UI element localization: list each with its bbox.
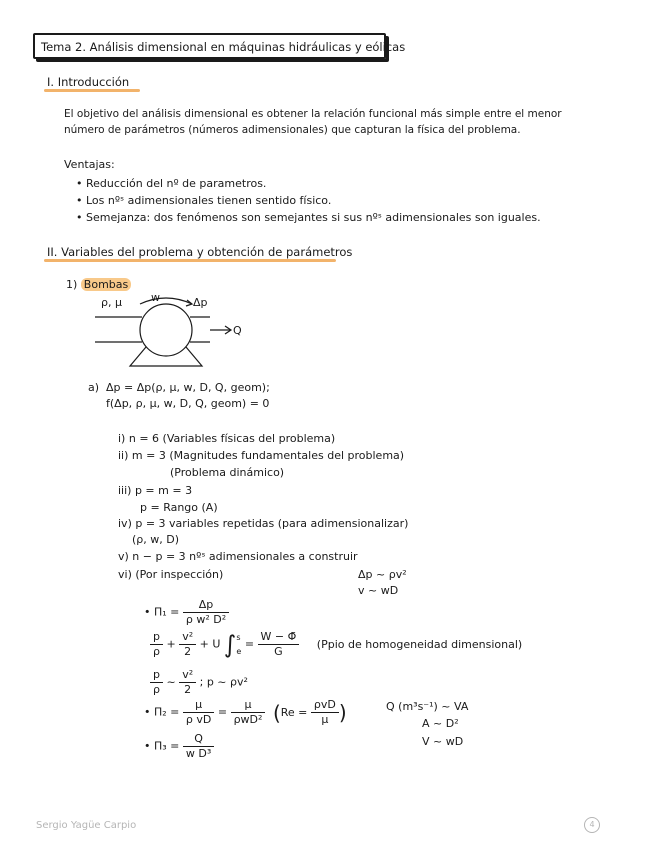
q-note: A ~ D² [422, 717, 459, 730]
q-note: Q (m³s⁻¹) ~ VA [386, 700, 469, 713]
fraction [179, 630, 196, 659]
diagram-pressure-label: Δp [193, 296, 208, 309]
integral-sign: ∫ [223, 630, 237, 659]
step-item: ii) m = 3 (Magnitudes fundamentales del problema) [118, 449, 405, 462]
diagram-inlet-label: ρ, μ [101, 296, 122, 309]
pi2-label: • Π₂ = [144, 705, 180, 719]
pi3-expression [144, 732, 214, 761]
denominator: G [274, 645, 283, 658]
subsection-number: 1) [66, 278, 78, 291]
denominator: 2 [184, 645, 192, 658]
footer-author: Sergio Yagüe Carpio [36, 820, 137, 831]
subsection-label: Bombas [81, 278, 131, 291]
title-box [33, 33, 406, 59]
pi2-expression [144, 698, 347, 727]
heading-underline [44, 259, 336, 262]
integral-lower: e [236, 646, 242, 656]
ventajas-label: Ventajas: [64, 158, 115, 171]
operator: = [244, 637, 255, 651]
fraction [150, 630, 163, 659]
reynolds-fraction [311, 698, 339, 727]
diagram-rotation-label: w [151, 291, 160, 304]
eq-a-line2: f(Δp, ρ, μ, w, D, Q, geom) = 0 [106, 397, 270, 410]
fraction [183, 698, 214, 727]
fraction [231, 698, 266, 727]
section-heading-introduccion: I. Introducción [47, 75, 130, 89]
page-number: 4 [584, 817, 600, 833]
numerator: Q [183, 732, 214, 747]
operator: + U [199, 637, 221, 651]
numerator: ρvD [311, 698, 339, 713]
integral-limits [236, 631, 241, 659]
energy-equation [150, 630, 522, 659]
intro-paragraph-line2: número de parámetros (números adimensionales) que capturan la física del problema. [64, 124, 521, 136]
pump-impeller [140, 304, 192, 356]
denominator: w D³ [185, 747, 212, 760]
ventaja-bullet: • Semejanza: dos fenómenos son semejantes si sus nºˢ adimensionales son iguales. [76, 211, 541, 224]
pi3-label: • Π₃ = [144, 739, 180, 753]
homogeneity-note: (Ppio de homogeneidad dimensional) [316, 637, 523, 651]
numerator: μ [183, 698, 214, 713]
pump-diagram [90, 290, 240, 370]
paren-open: ( [272, 700, 281, 725]
fraction [258, 630, 300, 659]
rotation-arrow [140, 298, 192, 304]
diagram-flow-label: Q [233, 324, 242, 337]
numerator: p [150, 630, 163, 645]
numerator: μ [231, 698, 266, 713]
step-item: vi) (Por inspección) [118, 568, 224, 581]
denominator: ρ vD [185, 713, 212, 726]
operator: + [166, 637, 176, 651]
operator: ~ [166, 675, 176, 689]
numerator: p [150, 668, 163, 683]
q-note: V ~ wD [422, 735, 464, 748]
pi1-expression [144, 598, 229, 627]
reynolds-label: Re = [280, 706, 308, 719]
step-item: iv) p = 3 variables repetidas (para adimensionalizar) [118, 517, 409, 530]
integral-upper: s [236, 632, 241, 642]
step-item: p = Rango (A) [140, 501, 218, 514]
heading-underline [44, 89, 140, 92]
operator: = [217, 705, 228, 719]
step-item: (ρ, w, D) [132, 533, 180, 546]
numerator: W − Φ̄ [258, 630, 300, 645]
fraction [150, 668, 163, 697]
similarity-expression [150, 668, 248, 697]
step-item: (Problema dinámico) [170, 466, 285, 479]
side-note: Δp ~ ρv² [358, 568, 407, 581]
page-title: Tema 2. Análisis dimensional en máquinas hidráulicas y eólicas [41, 40, 406, 54]
pi1-fraction [183, 598, 229, 627]
step-item: iii) p = m = 3 [118, 484, 193, 497]
denominator: μ [321, 713, 329, 726]
side-note: v ~ wD [358, 584, 399, 597]
step-item: v) n − p = 3 nºˢ adimensionales a construir [118, 550, 358, 563]
intro-paragraph-line1: El objetivo del análisis dimensional es obtener la relación funcional más simple entre el menor [64, 108, 562, 120]
eq-a-label: a) [88, 381, 100, 394]
denominator: ρwD² [233, 713, 263, 726]
ventaja-bullet: • Los nºˢ adimensionales tienen sentido físico. [76, 194, 332, 207]
pi1-label: • Π₁ = [144, 605, 180, 619]
paren-close: ) [338, 700, 347, 725]
ventaja-bullet: • Reducción del nº de parametros. [76, 177, 267, 190]
section-heading-variables: II. Variables del problema y obtención de parámetros [47, 245, 353, 259]
denominator: 2 [184, 683, 192, 696]
denominator: ρ [153, 645, 160, 658]
eq-a-line1: Δp = Δp(ρ, μ, w, D, Q, geom); [106, 381, 270, 394]
numerator: v² [179, 630, 196, 645]
pi3-fraction [183, 732, 214, 761]
pi1-numerator: Δp [183, 598, 229, 613]
similarity-tail: ; p ~ ρv² [199, 675, 248, 689]
pi1-denominator: ρ w² D² [185, 613, 227, 626]
step-item: i) n = 6 (Variables físicas del problema) [118, 432, 336, 445]
fraction [179, 668, 196, 697]
numerator: v² [179, 668, 196, 683]
denominator: ρ [153, 683, 160, 696]
